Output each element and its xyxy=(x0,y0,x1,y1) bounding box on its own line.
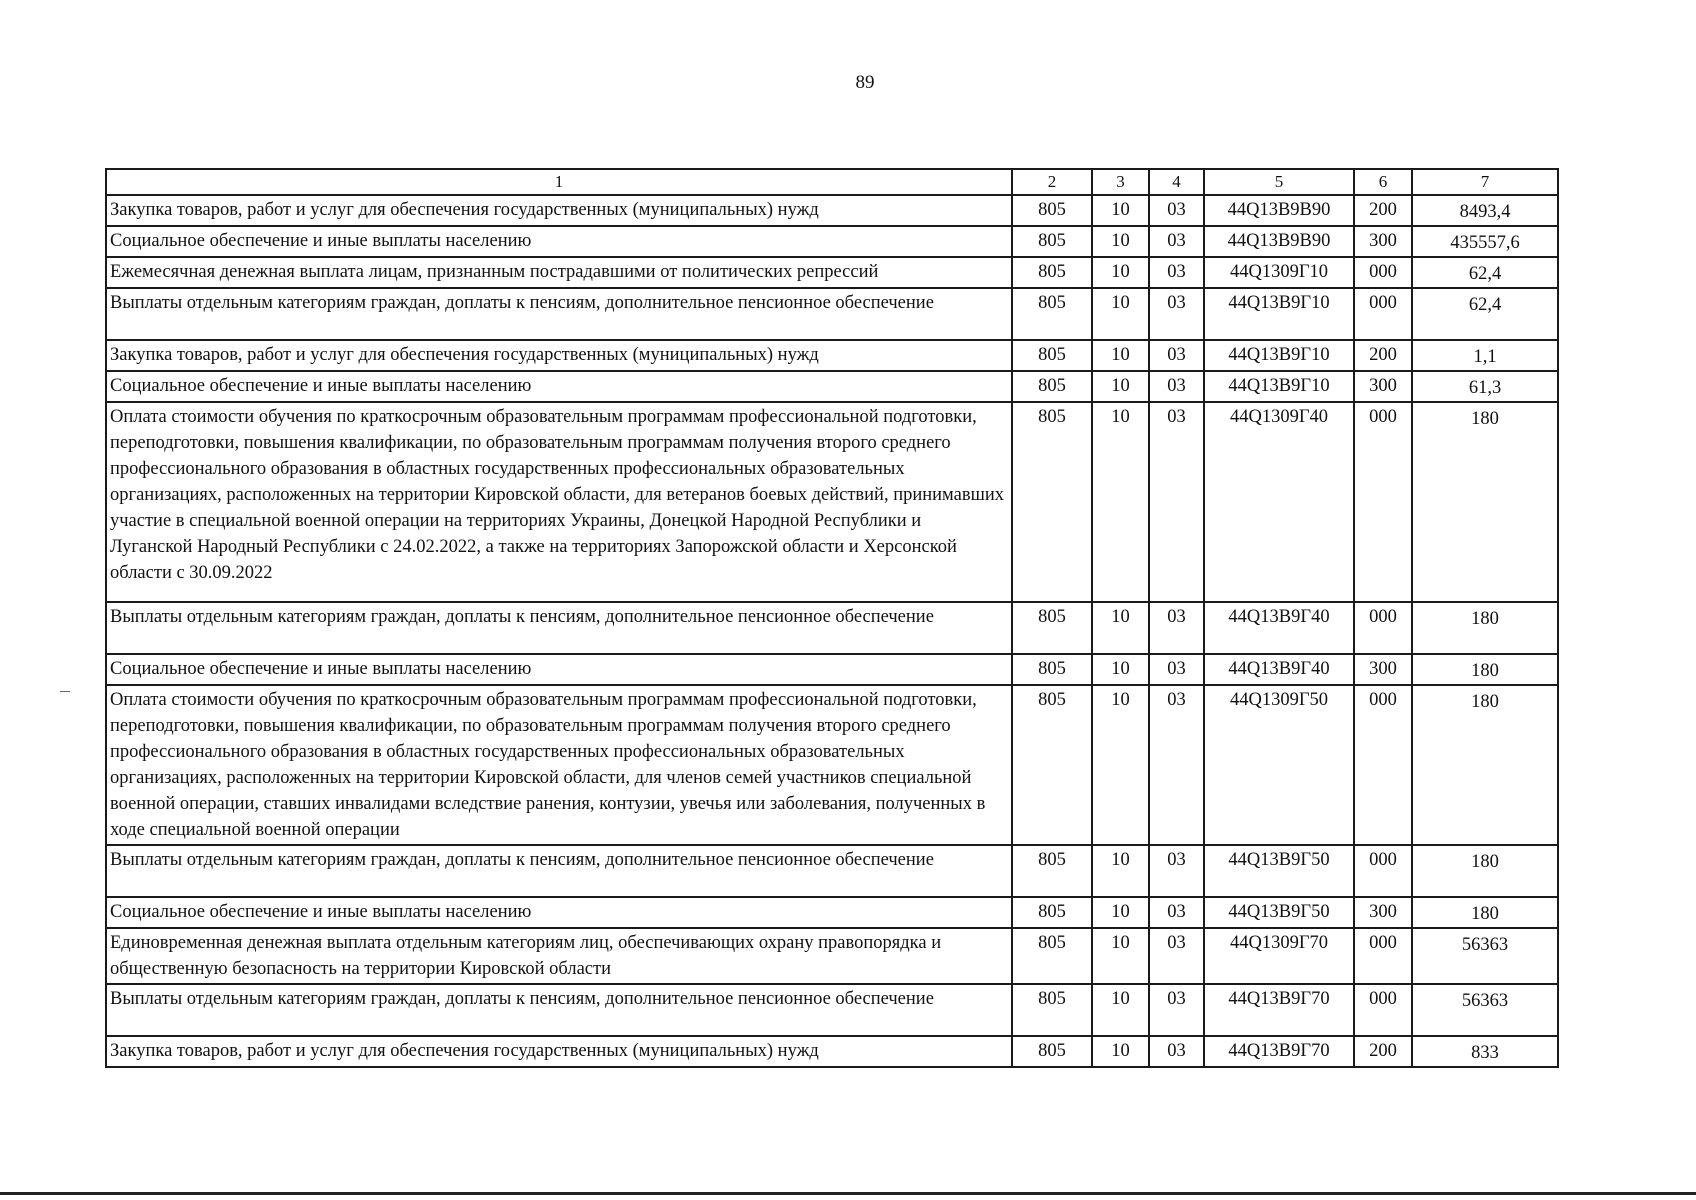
row-ministry-code: 805 xyxy=(1012,845,1092,897)
row-name: Выплаты отдельным категориям граждан, доплаты к пенсиям, дополнительное пенсионное обеспечение xyxy=(106,288,1012,340)
row-target-article: 44Q13B9Г70 xyxy=(1204,984,1354,1036)
row-subsection-code: 03 xyxy=(1149,257,1204,288)
row-target-article: 44Q1309Г70 xyxy=(1204,928,1354,984)
row-amount: 62,4 xyxy=(1412,257,1558,288)
row-name: Закупка товаров, работ и услуг для обеспечения государственных (муниципальных) нужд xyxy=(106,340,1012,371)
row-section-code: 10 xyxy=(1092,288,1149,340)
table-row xyxy=(106,984,1558,1036)
row-section-code: 10 xyxy=(1092,685,1149,845)
row-name: Выплаты отдельным категориям граждан, доплаты к пенсиям, дополнительное пенсионное обеспечение xyxy=(106,984,1012,1036)
row-name: Ежемесячная денежная выплата лицам, признанным пострадавшими от политических репрессий xyxy=(106,257,1012,288)
row-ministry-code: 805 xyxy=(1012,371,1092,402)
row-name: Закупка товаров, работ и услуг для обеспечения государственных (муниципальных) нужд xyxy=(106,195,1012,226)
row-expense-type: 000 xyxy=(1354,928,1412,984)
row-section-code: 10 xyxy=(1092,654,1149,685)
row-amount: 180 xyxy=(1412,897,1558,928)
row-ministry-code: 805 xyxy=(1012,928,1092,984)
row-target-article: 44Q13B9Г50 xyxy=(1204,897,1354,928)
row-expense-type: 000 xyxy=(1354,402,1412,602)
row-amount: 1,1 xyxy=(1412,340,1558,371)
row-subsection-code: 03 xyxy=(1149,1036,1204,1067)
row-subsection-code: 03 xyxy=(1149,195,1204,226)
row-ministry-code: 805 xyxy=(1012,602,1092,654)
row-expense-type: 000 xyxy=(1354,845,1412,897)
row-ministry-code: 805 xyxy=(1012,257,1092,288)
row-section-code: 10 xyxy=(1092,845,1149,897)
row-ministry-code: 805 xyxy=(1012,226,1092,257)
table-row xyxy=(106,845,1558,897)
row-subsection-code: 03 xyxy=(1149,402,1204,602)
row-ministry-code: 805 xyxy=(1012,402,1092,602)
row-amount: 180 xyxy=(1412,402,1558,602)
row-expense-type: 300 xyxy=(1354,654,1412,685)
table-row xyxy=(106,602,1558,654)
row-section-code: 10 xyxy=(1092,257,1149,288)
table-row xyxy=(106,928,1558,984)
table-row xyxy=(106,288,1558,340)
row-subsection-code: 03 xyxy=(1149,897,1204,928)
row-subsection-code: 03 xyxy=(1149,928,1204,984)
row-section-code: 10 xyxy=(1092,371,1149,402)
table-row xyxy=(106,402,1558,602)
table-row xyxy=(106,685,1558,845)
row-name: Социальное обеспечение и иные выплаты населению xyxy=(106,371,1012,402)
row-name: Социальное обеспечение и иные выплаты населению xyxy=(106,897,1012,928)
row-amount: 8493,4 xyxy=(1412,195,1558,226)
row-subsection-code: 03 xyxy=(1149,340,1204,371)
row-expense-type: 200 xyxy=(1354,195,1412,226)
row-section-code: 10 xyxy=(1092,928,1149,984)
scan-mark xyxy=(60,691,70,692)
row-expense-type: 200 xyxy=(1354,1036,1412,1067)
row-expense-type: 300 xyxy=(1354,226,1412,257)
column-header: 5 xyxy=(1204,169,1354,195)
row-section-code: 10 xyxy=(1092,402,1149,602)
row-expense-type: 200 xyxy=(1354,340,1412,371)
table-row xyxy=(106,654,1558,685)
row-expense-type: 000 xyxy=(1354,602,1412,654)
row-section-code: 10 xyxy=(1092,195,1149,226)
table-row xyxy=(106,1036,1558,1067)
row-amount: 56363 xyxy=(1412,928,1558,984)
row-target-article: 44Q13B9B90 xyxy=(1204,226,1354,257)
table-row xyxy=(106,371,1558,402)
row-amount: 61,3 xyxy=(1412,371,1558,402)
row-ministry-code: 805 xyxy=(1012,288,1092,340)
table-header-row xyxy=(106,169,1558,195)
row-ministry-code: 805 xyxy=(1012,1036,1092,1067)
row-name: Социальное обеспечение и иные выплаты населению xyxy=(106,654,1012,685)
row-amount: 180 xyxy=(1412,845,1558,897)
row-name: Единовременная денежная выплата отдельным категориям лиц, обеспечивающих охрану правопорядка и общественную безопасность на территории Кировской области xyxy=(106,928,1012,984)
row-name: Оплата стоимости обучения по краткосрочным образовательным программам профессиональной подготовки, переподготовки, повышения квалификации, по образовательным программам получения второго среднего профессионального образования в областных государственных профессиональных образовательных организациях, расположенных на территории Кировской области, для членов семей участников специальной военной операции, ставших инвалидами вследствие ранения, контузии, увечья или заболевания, полученных в ходе специальной военной операции xyxy=(106,685,1012,845)
row-name: Выплаты отдельным категориям граждан, доплаты к пенсиям, дополнительное пенсионное обеспечение xyxy=(106,845,1012,897)
row-subsection-code: 03 xyxy=(1149,226,1204,257)
row-ministry-code: 805 xyxy=(1012,340,1092,371)
row-expense-type: 000 xyxy=(1354,984,1412,1036)
row-target-article: 44Q13B9Г40 xyxy=(1204,654,1354,685)
row-name: Социальное обеспечение и иные выплаты населению xyxy=(106,226,1012,257)
row-target-article: 44Q13B9Г50 xyxy=(1204,845,1354,897)
row-subsection-code: 03 xyxy=(1149,371,1204,402)
column-header: 6 xyxy=(1354,169,1412,195)
row-target-article: 44Q1309Г40 xyxy=(1204,402,1354,602)
row-amount: 435557,6 xyxy=(1412,226,1558,257)
column-header: 4 xyxy=(1149,169,1204,195)
row-expense-type: 000 xyxy=(1354,257,1412,288)
scan-bottom-edge xyxy=(0,1192,1696,1195)
row-section-code: 10 xyxy=(1092,340,1149,371)
row-target-article: 44Q13B9Г10 xyxy=(1204,340,1354,371)
column-header: 7 xyxy=(1412,169,1558,195)
row-target-article: 44Q13B9Г70 xyxy=(1204,1036,1354,1067)
table-row xyxy=(106,195,1558,226)
column-header: 2 xyxy=(1012,169,1092,195)
column-header: 3 xyxy=(1092,169,1149,195)
row-section-code: 10 xyxy=(1092,984,1149,1036)
row-ministry-code: 805 xyxy=(1012,984,1092,1036)
row-subsection-code: 03 xyxy=(1149,845,1204,897)
budget-table xyxy=(105,168,1559,1068)
row-ministry-code: 805 xyxy=(1012,654,1092,685)
row-amount: 180 xyxy=(1412,654,1558,685)
column-header: 1 xyxy=(106,169,1012,195)
row-expense-type: 300 xyxy=(1354,371,1412,402)
row-subsection-code: 03 xyxy=(1149,602,1204,654)
table-row xyxy=(106,257,1558,288)
row-ministry-code: 805 xyxy=(1012,195,1092,226)
row-subsection-code: 03 xyxy=(1149,984,1204,1036)
page-number: 89 xyxy=(855,72,875,93)
row-section-code: 10 xyxy=(1092,897,1149,928)
row-target-article: 44Q13B9Г10 xyxy=(1204,288,1354,340)
row-expense-type: 000 xyxy=(1354,685,1412,845)
row-section-code: 10 xyxy=(1092,602,1149,654)
row-section-code: 10 xyxy=(1092,226,1149,257)
row-target-article: 44Q13B9Г10 xyxy=(1204,371,1354,402)
row-amount: 833 xyxy=(1412,1036,1558,1067)
row-section-code: 10 xyxy=(1092,1036,1149,1067)
row-ministry-code: 805 xyxy=(1012,685,1092,845)
row-subsection-code: 03 xyxy=(1149,685,1204,845)
row-target-article: 44Q1309Г10 xyxy=(1204,257,1354,288)
row-amount: 56363 xyxy=(1412,984,1558,1036)
table-row xyxy=(106,897,1558,928)
table-body xyxy=(106,195,1558,1067)
row-target-article: 44Q13B9B90 xyxy=(1204,195,1354,226)
row-name: Выплаты отдельным категориям граждан, доплаты к пенсиям, дополнительное пенсионное обеспечение xyxy=(106,602,1012,654)
row-subsection-code: 03 xyxy=(1149,288,1204,340)
row-amount: 180 xyxy=(1412,685,1558,845)
table-row xyxy=(106,340,1558,371)
row-target-article: 44Q1309Г50 xyxy=(1204,685,1354,845)
row-name: Оплата стоимости обучения по краткосрочным образовательным программам профессиональной подготовки, переподготовки, повышения квалификации, по образовательным программам получения второго среднего профессионального образования в областных государственных профессиональных образовательных организациях, расположенных на территории Кировской области, для ветеранов боевых действий, принимавших участие в специальной военной операции на территориях Украины, Донецкой Народной Республики и Луганской Народный Республики с 24.02.2022, а также на территориях Запорожской области и Херсонской области с 30.09.2022 xyxy=(106,402,1012,602)
row-target-article: 44Q13B9Г40 xyxy=(1204,602,1354,654)
row-amount: 62,4 xyxy=(1412,288,1558,340)
row-expense-type: 300 xyxy=(1354,897,1412,928)
table-row xyxy=(106,226,1558,257)
row-subsection-code: 03 xyxy=(1149,654,1204,685)
row-ministry-code: 805 xyxy=(1012,897,1092,928)
row-amount: 180 xyxy=(1412,602,1558,654)
row-name: Закупка товаров, работ и услуг для обеспечения государственных (муниципальных) нужд xyxy=(106,1036,1012,1067)
row-expense-type: 000 xyxy=(1354,288,1412,340)
